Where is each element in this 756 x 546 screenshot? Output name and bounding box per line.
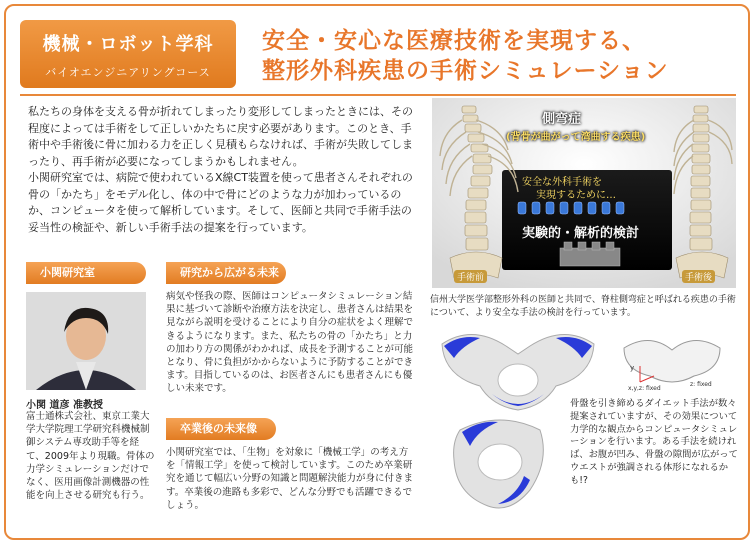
future-label: 研究から広がる未来: [166, 262, 286, 284]
safe-line-2: 実現するために…: [536, 190, 616, 201]
department-badge: [20, 20, 236, 88]
title-line-1: 安全・安心な医療技術を実現する、: [262, 28, 646, 54]
lab-label: 小関研究室: [26, 262, 146, 284]
page-title: [262, 26, 669, 86]
intro-text: [28, 104, 416, 236]
title-line-2: 整形外科疾患の手術シミュレーション: [262, 58, 669, 84]
professor-bio: 富士通株式会社、東京工業大学大学院理工学研究科機械制御システム専攻助手等を経て、2009年より現職。骨体の力学シミュレーションだけでなく、医用画像計測機器の性能を向上させる研究も行う。: [26, 411, 155, 502]
z-fixed-label: z: fixed: [690, 381, 712, 388]
safe-surgery-label: [522, 176, 616, 202]
intro-paragraph-1: 私たちの身体を支える骨が折れてしまったり変形してしまったときには、その程度によっては手術をして正しいかたちに戻す必要があります。このとき、手術中や手術後に骨に加わる力を正しく見積もらなければ、手術が失敗してしまったり、再手術が必要になってしまうかもしれません。: [28, 105, 413, 168]
before-surgery-label: 手術前: [454, 270, 487, 283]
graduate-label: 卒業後の未来像: [166, 418, 276, 440]
graduate-text: 小関研究室では、「生物」を対象に「機械工学」の考え方を「情報工学」を使って検討しています。このため卒業研究を通じて幅広い分野の知識と問題解決能力が身に付きます。卒業後の進路も多彩で、どんな分野でも活躍できるでしょう。: [166, 447, 414, 511]
xyz-fixed-label: x,y,z: fixed: [628, 385, 661, 392]
pelvis-diagram: [610, 330, 736, 392]
professor-name: 小関 道彦 准教授: [26, 400, 103, 411]
header-divider: [20, 94, 736, 96]
figure-caption: 信州大学医学部整形外科の医師と共同で、脊柱側弯症と呼ばれる疾患の手術について、より安全な手法の検討を行っています。: [430, 295, 736, 318]
professor-photo: [26, 292, 146, 390]
scoliosis-sub-label: (背骨が曲がって湾曲する疾患): [506, 132, 646, 143]
analysis-label: 実験的・解析的検討: [522, 226, 640, 241]
safe-line-1: 安全な外科手術を: [522, 177, 602, 188]
department-name: 機械・ロボット学科: [42, 34, 214, 55]
future-text: 病気や怪我の際、医師はコンピュータシミュレーション結果に基づいて診断や治療方法を決定し、患者さんは結果を見ながら説明を受けることにより自分の症状をよく理解できるようになります。また、私たちの骨の「かたち」と力の加わり方の関係がわかれば、成長を予測することが可能となり、骨に負担がかからないように予防することができます。目指しているのは、お医者さんにも患者さんにも優しい未来です。: [166, 291, 414, 395]
person-icon: [26, 292, 146, 390]
after-surgery-label: 手術後: [682, 270, 715, 283]
scoliosis-label: 側弯症: [542, 112, 582, 127]
axis-y-label: y: [630, 364, 635, 372]
pelvis-text: 骨盤を引き締めるダイエット手法が数々提案されていますが、その効果について力学的な観点からコンピュータシミュレーションを行います。ある手法を続ければ、お腹が凹み、骨盤の隙間が広がってウエストが強調される体形になれるかも!?: [570, 398, 738, 486]
course-name: バイオエンジニアリングコース: [45, 66, 211, 79]
scoliosis-figure: [432, 98, 736, 288]
intro-paragraph-2: 小関研究室では、病院で使われているX線CT装置を使って患者さんそれぞれの骨の「かたち」をモデル化し、体の中で骨にどのような力が加わっているのか、コンピュータを使って解析しています。そして、医師と共同で手術手法の妥当性の検証や、新しい手術手法の提案を行っています。: [28, 171, 413, 234]
pelvis-top-model: [440, 410, 560, 520]
